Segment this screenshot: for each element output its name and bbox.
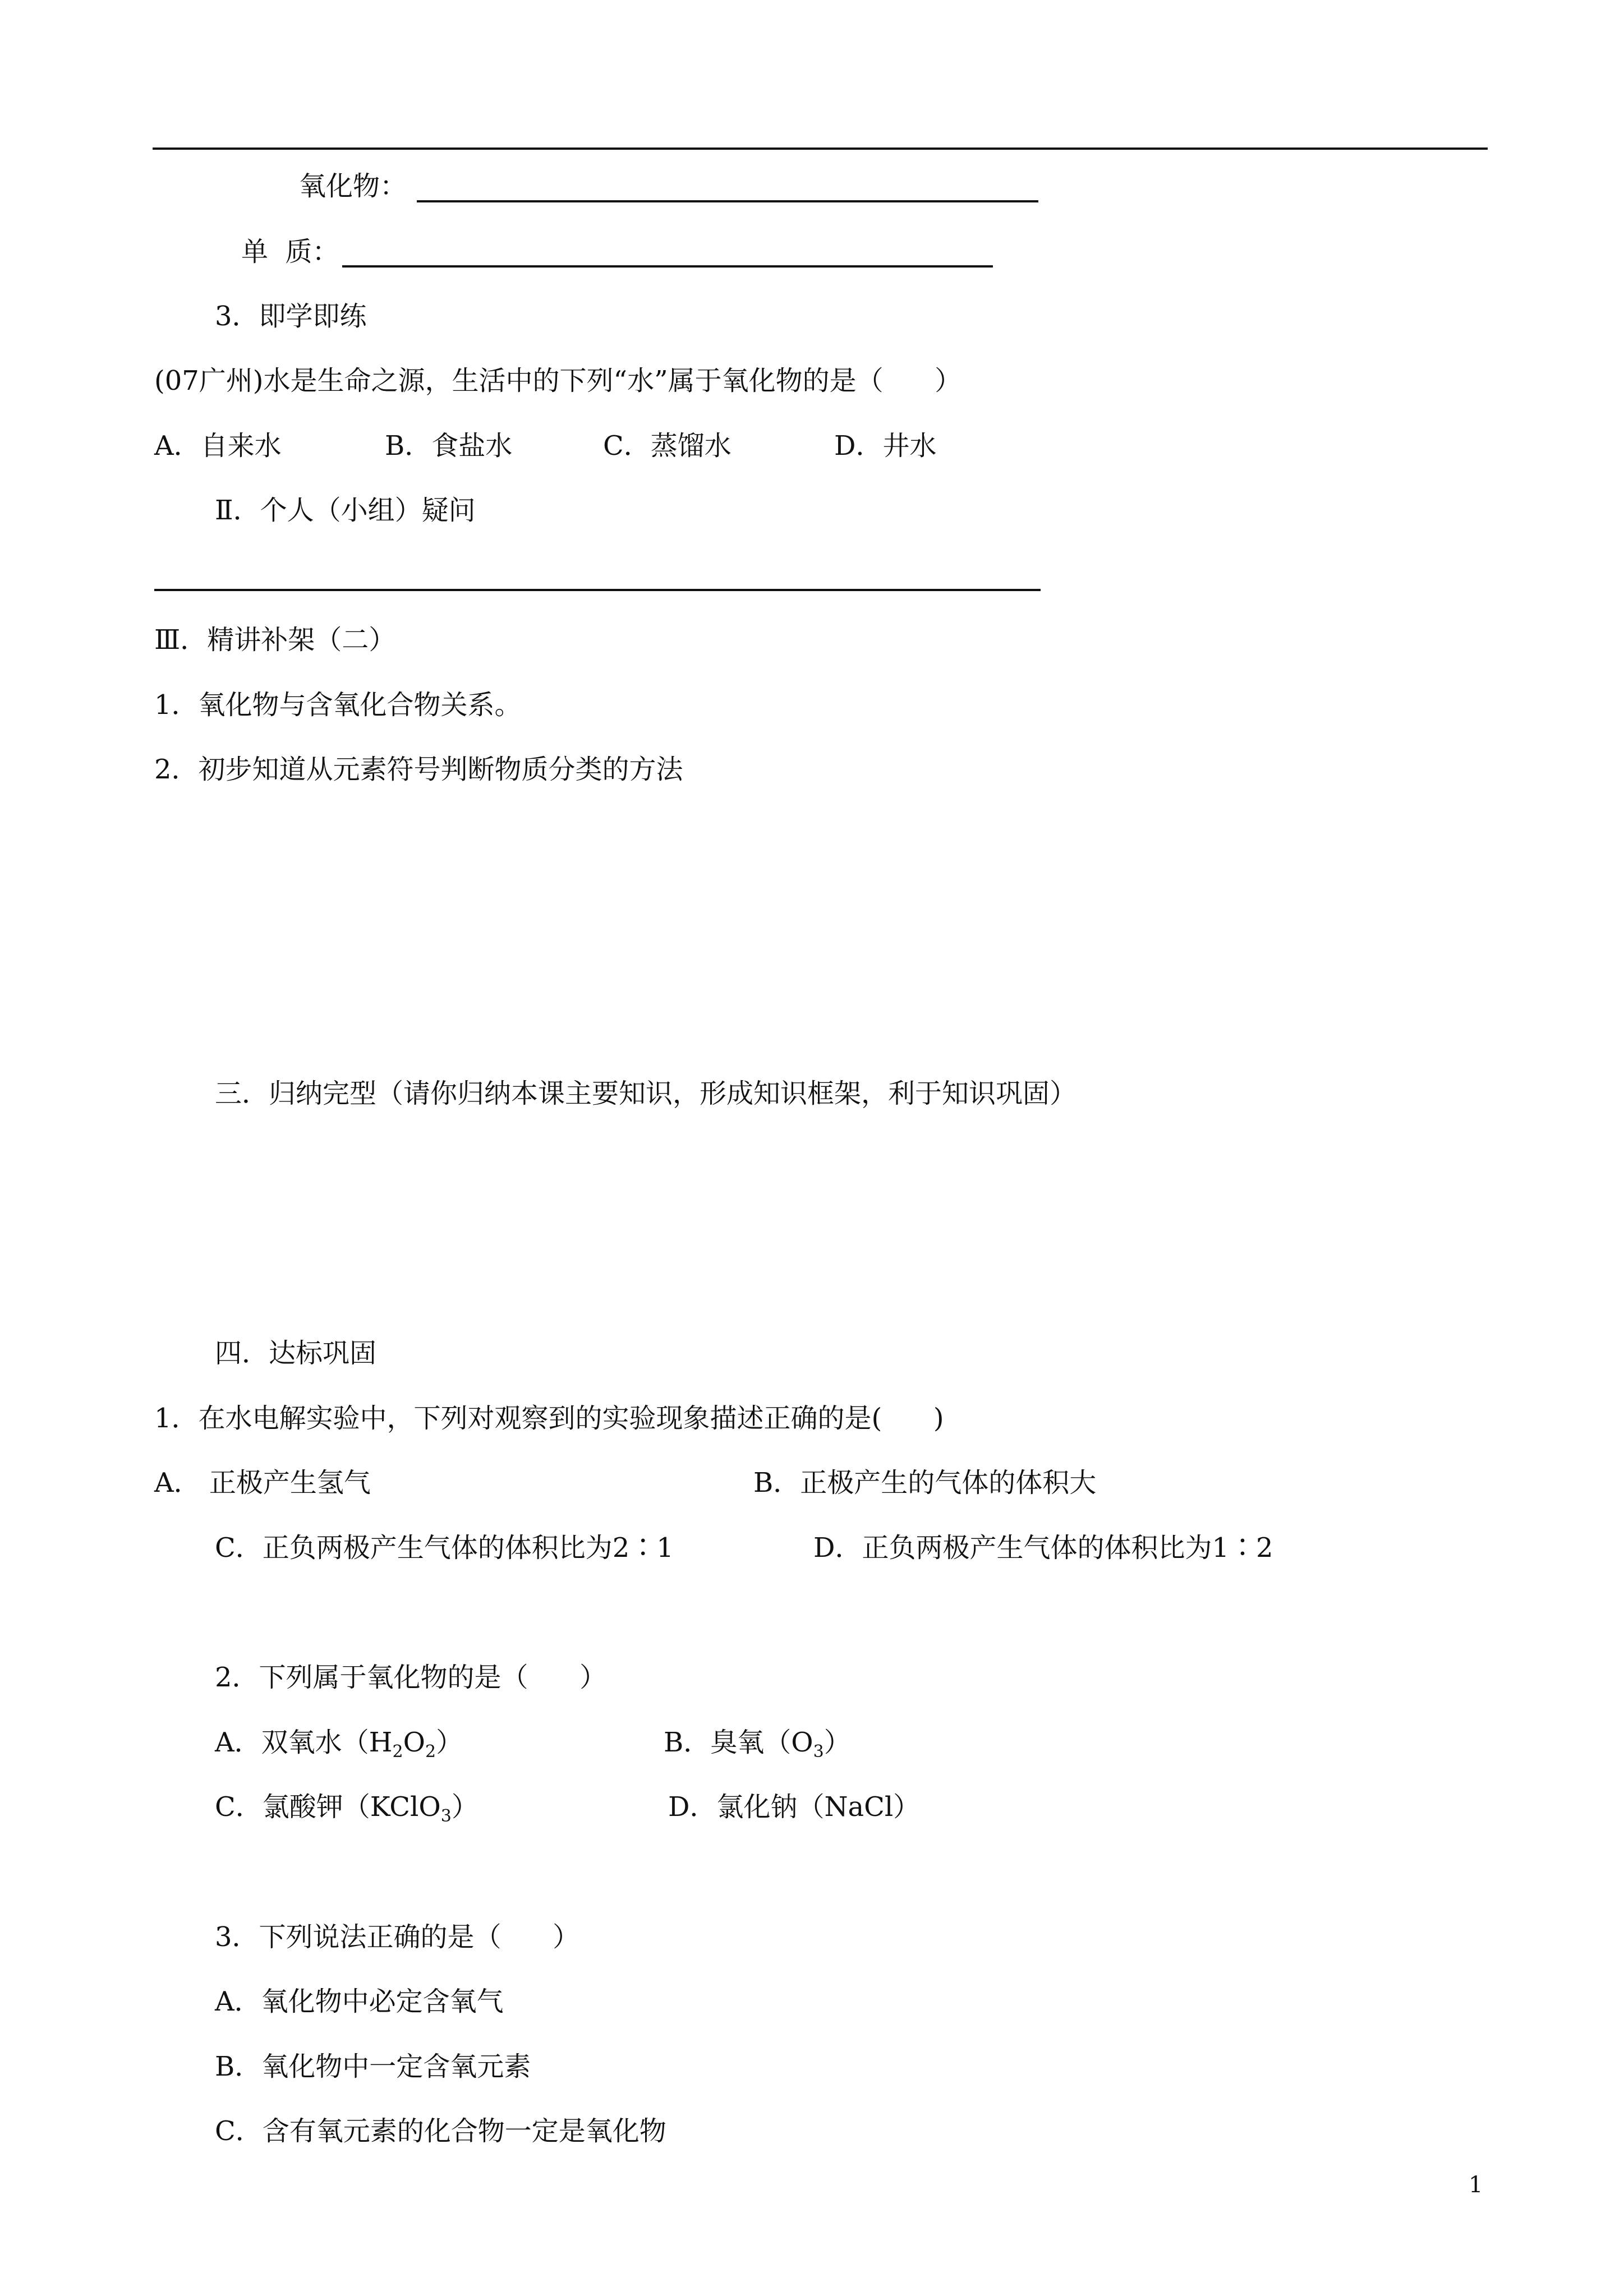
q2-option-b: B．臭氧$(O_3)$ <box>664 1727 851 1762</box>
lecture-item-2: 2．初步知道从元素符号判断物质分类的方法 <box>154 754 683 785</box>
q3-stem: 3．下列说法正确的是（ ） <box>215 1921 580 1953</box>
q1-option-b: B．正极产生的气体的体积大 <box>753 1467 1097 1499</box>
practice-option-b: B．食盐水 <box>385 430 513 462</box>
practice-heading: 3．即学即练 <box>215 301 367 332</box>
q2-option-c: C．氯酸钾（KClO$_3$） <box>215 1791 479 1826</box>
q3-option-b: B．氧化物中一定含氧元素 <box>215 2051 531 2082</box>
oxide-answer-blank[interactable] <box>417 200 1038 202</box>
element-answer-blank[interactable] <box>342 265 993 268</box>
practice-option-c: C．蒸馏水 <box>603 430 732 462</box>
lecture-item-1: 1．氧化物与含氧化合物关系。 <box>154 689 522 721</box>
header-rule <box>153 147 1488 150</box>
q1-option-c: C．正负两极产生气体的体积比为2∶1 <box>215 1532 674 1564</box>
q1-stem: 1．在水电解实验中，下列对观察到的实验现象描述正确的是( ) <box>154 1403 944 1434</box>
q3-option-a: A．氧化物中必定含氧气 <box>215 1986 504 2017</box>
consolidate-heading: 四．达标巩固 <box>215 1338 377 1369</box>
element-label: 单 质： <box>241 236 339 268</box>
q1-option-d: D．正负两极产生气体的体积比为1∶2 <box>813 1532 1273 1564</box>
q2-option-a: A．双氧水$(H_2O_2)$ <box>215 1727 463 1762</box>
practice-option-a: A．自来水 <box>154 430 282 462</box>
practice-option-d: D．井水 <box>834 430 937 462</box>
lecture-heading: Ⅲ．精讲补架（二） <box>154 624 396 656</box>
summary-heading: 三．归纳完型（请你归纳本课主要知识，形成知识框架，利于知识巩固） <box>215 1078 1077 1109</box>
q2-stem: 2．下列属于氧化物的是（ ） <box>215 1662 607 1693</box>
practice-question: (07广州)水是生命之源，生活中的下列“水”属于氧化物的是（ ） <box>154 365 962 397</box>
q2-option-d: D．氯化钠（NaCl） <box>668 1791 921 1823</box>
q1-option-a: A． 正极产生氢气 <box>154 1467 371 1499</box>
page-number: 1 <box>1469 2172 1483 2198</box>
oxide-label: 氧化物： <box>299 170 407 202</box>
personal-heading: Ⅱ．个人（小组）疑问 <box>215 495 476 526</box>
personal-question-blank[interactable] <box>154 589 1041 591</box>
q3-option-c: C．含有氧元素的化合物一定是氧化物 <box>215 2115 666 2147</box>
